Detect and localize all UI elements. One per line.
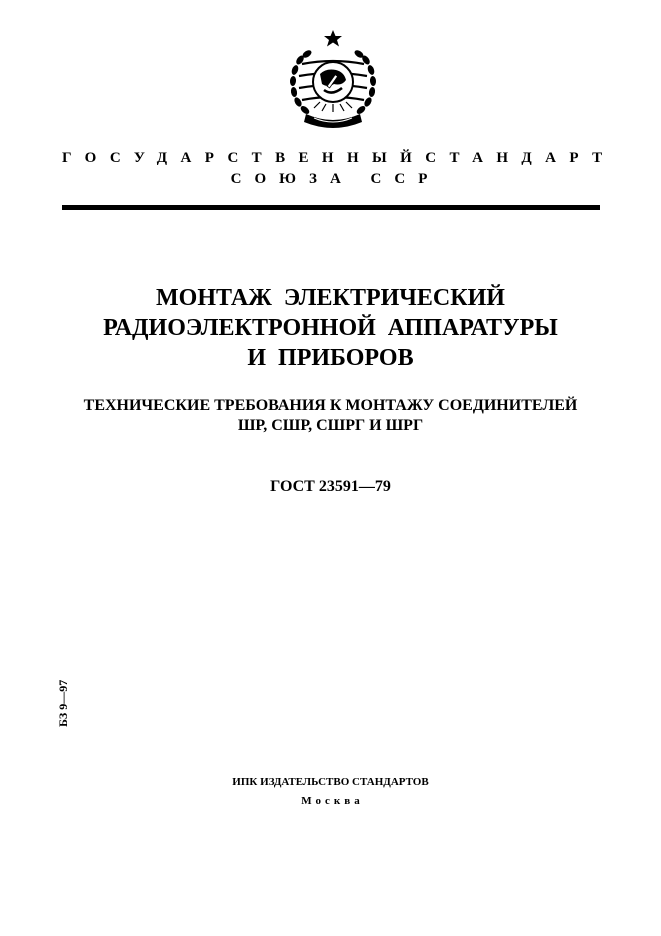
title-line-2: РАДИОЭЛЕКТРОННОЙ АППАРАТУРЫ [103, 315, 558, 341]
header-divider [62, 205, 600, 210]
header-state-standard [62, 150, 616, 167]
document-subtitle [0, 396, 661, 436]
subtitle-line-1: ТЕХНИЧЕСКИЕ ТРЕБОВАНИЯ К МОНТАЖУ СОЕДИНИТЕЛЕЙ [83, 397, 578, 414]
standard-designation: ГОСТ 23591—79 [270, 478, 391, 495]
title-line-1: МОНТАЖ ЭЛЕКТРИЧЕСКИЙ [156, 285, 505, 311]
title-line-3: И ПРИБОРОВ [247, 345, 414, 371]
document-title [0, 283, 661, 373]
header-word-standard: СТАНДАРТ [425, 150, 616, 166]
side-catalog-code: БЗ 9—97 [56, 679, 70, 727]
publisher-name: ИПК ИЗДАТЕЛЬСТВО СТАНДАРТОВ [232, 776, 429, 788]
subtitle-line-2: ШР, СШР, СШРГ И ШРГ [237, 417, 424, 434]
publisher-city: Москва [301, 795, 364, 807]
header-ussr: СОЮЗА ССР [230, 171, 441, 187]
coat-of-arms-emblem-icon [284, 30, 382, 134]
header-word-state: ГОСУДАРСТВЕННЫЙ [62, 150, 426, 166]
